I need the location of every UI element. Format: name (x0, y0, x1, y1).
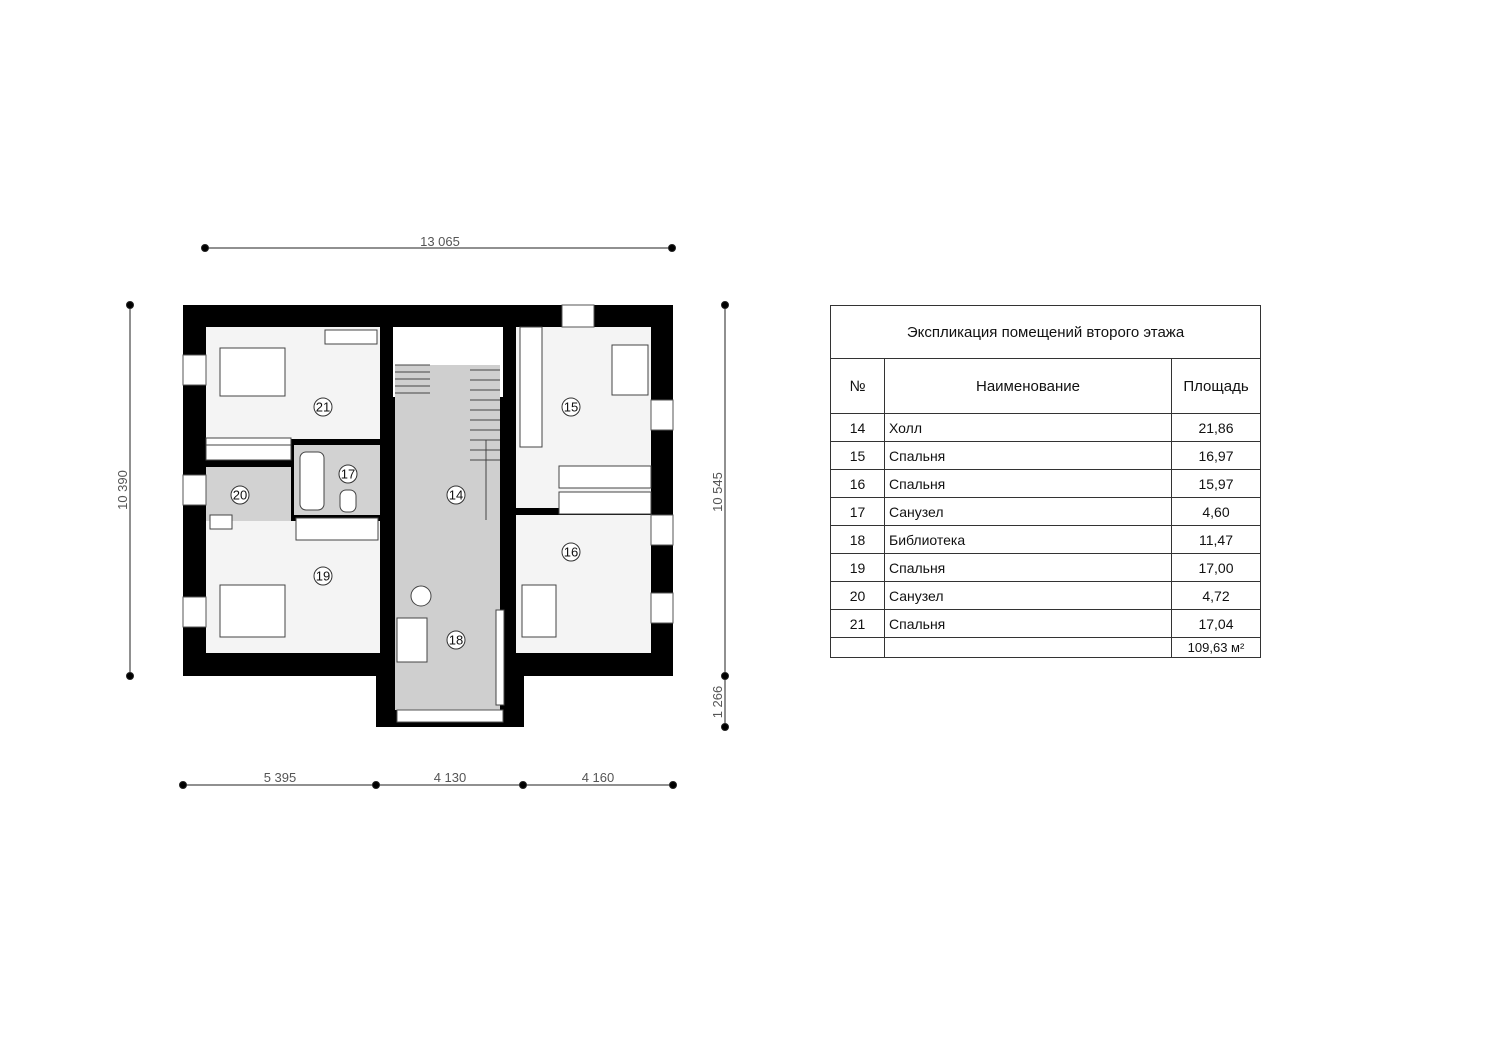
svg-text:18: 18 (448, 632, 464, 648)
row-area: 4,72 (1172, 582, 1261, 610)
row-name: Холл (885, 414, 1172, 442)
table-row (831, 610, 1261, 638)
total-num-cell (831, 638, 885, 658)
legend-title: Экспликация помещений второго этажа (831, 306, 1261, 359)
table-row (831, 498, 1261, 526)
room-schedule-table (830, 305, 1261, 658)
row-name: Спальня (885, 470, 1172, 498)
dim-right-bay: 1 266 (710, 685, 725, 719)
row-area: 15,97 (1172, 470, 1261, 498)
dim-bottom-left: 5 395 (263, 770, 297, 785)
row-num: 15 (831, 442, 885, 470)
svg-text:19: 19 (315, 568, 331, 584)
dim-right-height: 10 545 (710, 472, 725, 512)
row-name: Санузел (885, 498, 1172, 526)
row-num: 21 (831, 610, 885, 638)
row-area: 4,60 (1172, 498, 1261, 526)
room-label-20 (231, 486, 249, 504)
dim-bottom-mid: 4 130 (433, 770, 467, 785)
room-label-17 (339, 465, 357, 483)
room-label-18 (447, 631, 465, 649)
dim-bottom-right: 4 160 (581, 770, 615, 785)
row-area: 11,47 (1172, 526, 1261, 554)
row-num: 16 (831, 470, 885, 498)
total-row (831, 638, 1261, 658)
svg-text:15: 15 (563, 399, 579, 415)
svg-text:21: 21 (315, 399, 331, 415)
header-name: Наименование (885, 359, 1172, 414)
svg-text:14: 14 (448, 487, 464, 503)
row-area: 17,04 (1172, 610, 1261, 638)
row-area: 17,00 (1172, 554, 1261, 582)
row-num: 19 (831, 554, 885, 582)
bay-window (397, 710, 503, 722)
svg-text:20: 20 (232, 487, 248, 503)
svg-text:16: 16 (563, 544, 579, 560)
row-num: 14 (831, 414, 885, 442)
row-num: 17 (831, 498, 885, 526)
table-row (831, 582, 1261, 610)
room-label-15 (562, 398, 580, 416)
row-num: 18 (831, 526, 885, 554)
header-area: Площадь (1172, 359, 1261, 414)
table-row (831, 470, 1261, 498)
row-name: Спальня (885, 442, 1172, 470)
row-name: Санузел (885, 582, 1172, 610)
row-area: 16,97 (1172, 442, 1261, 470)
room-label-21 (314, 398, 332, 416)
row-area: 21,86 (1172, 414, 1261, 442)
row-name: Спальня (885, 554, 1172, 582)
table-row (831, 442, 1261, 470)
svg-text:17: 17 (340, 466, 356, 482)
legend-header-row (831, 359, 1261, 414)
header-num: № (831, 359, 885, 414)
dim-top-total: 13 065 (420, 234, 460, 249)
row-num: 20 (831, 582, 885, 610)
table-row (831, 414, 1261, 442)
dim-left-height: 10 390 (115, 470, 130, 510)
table-row (831, 554, 1261, 582)
total-name-cell (885, 638, 1172, 658)
row-name: Библиотека (885, 526, 1172, 554)
total-area: 109,63 м² (1172, 638, 1261, 658)
room-label-16 (562, 543, 580, 561)
table-row (831, 526, 1261, 554)
room-label-14 (447, 486, 465, 504)
row-name: Спальня (885, 610, 1172, 638)
room-label-19 (314, 567, 332, 585)
